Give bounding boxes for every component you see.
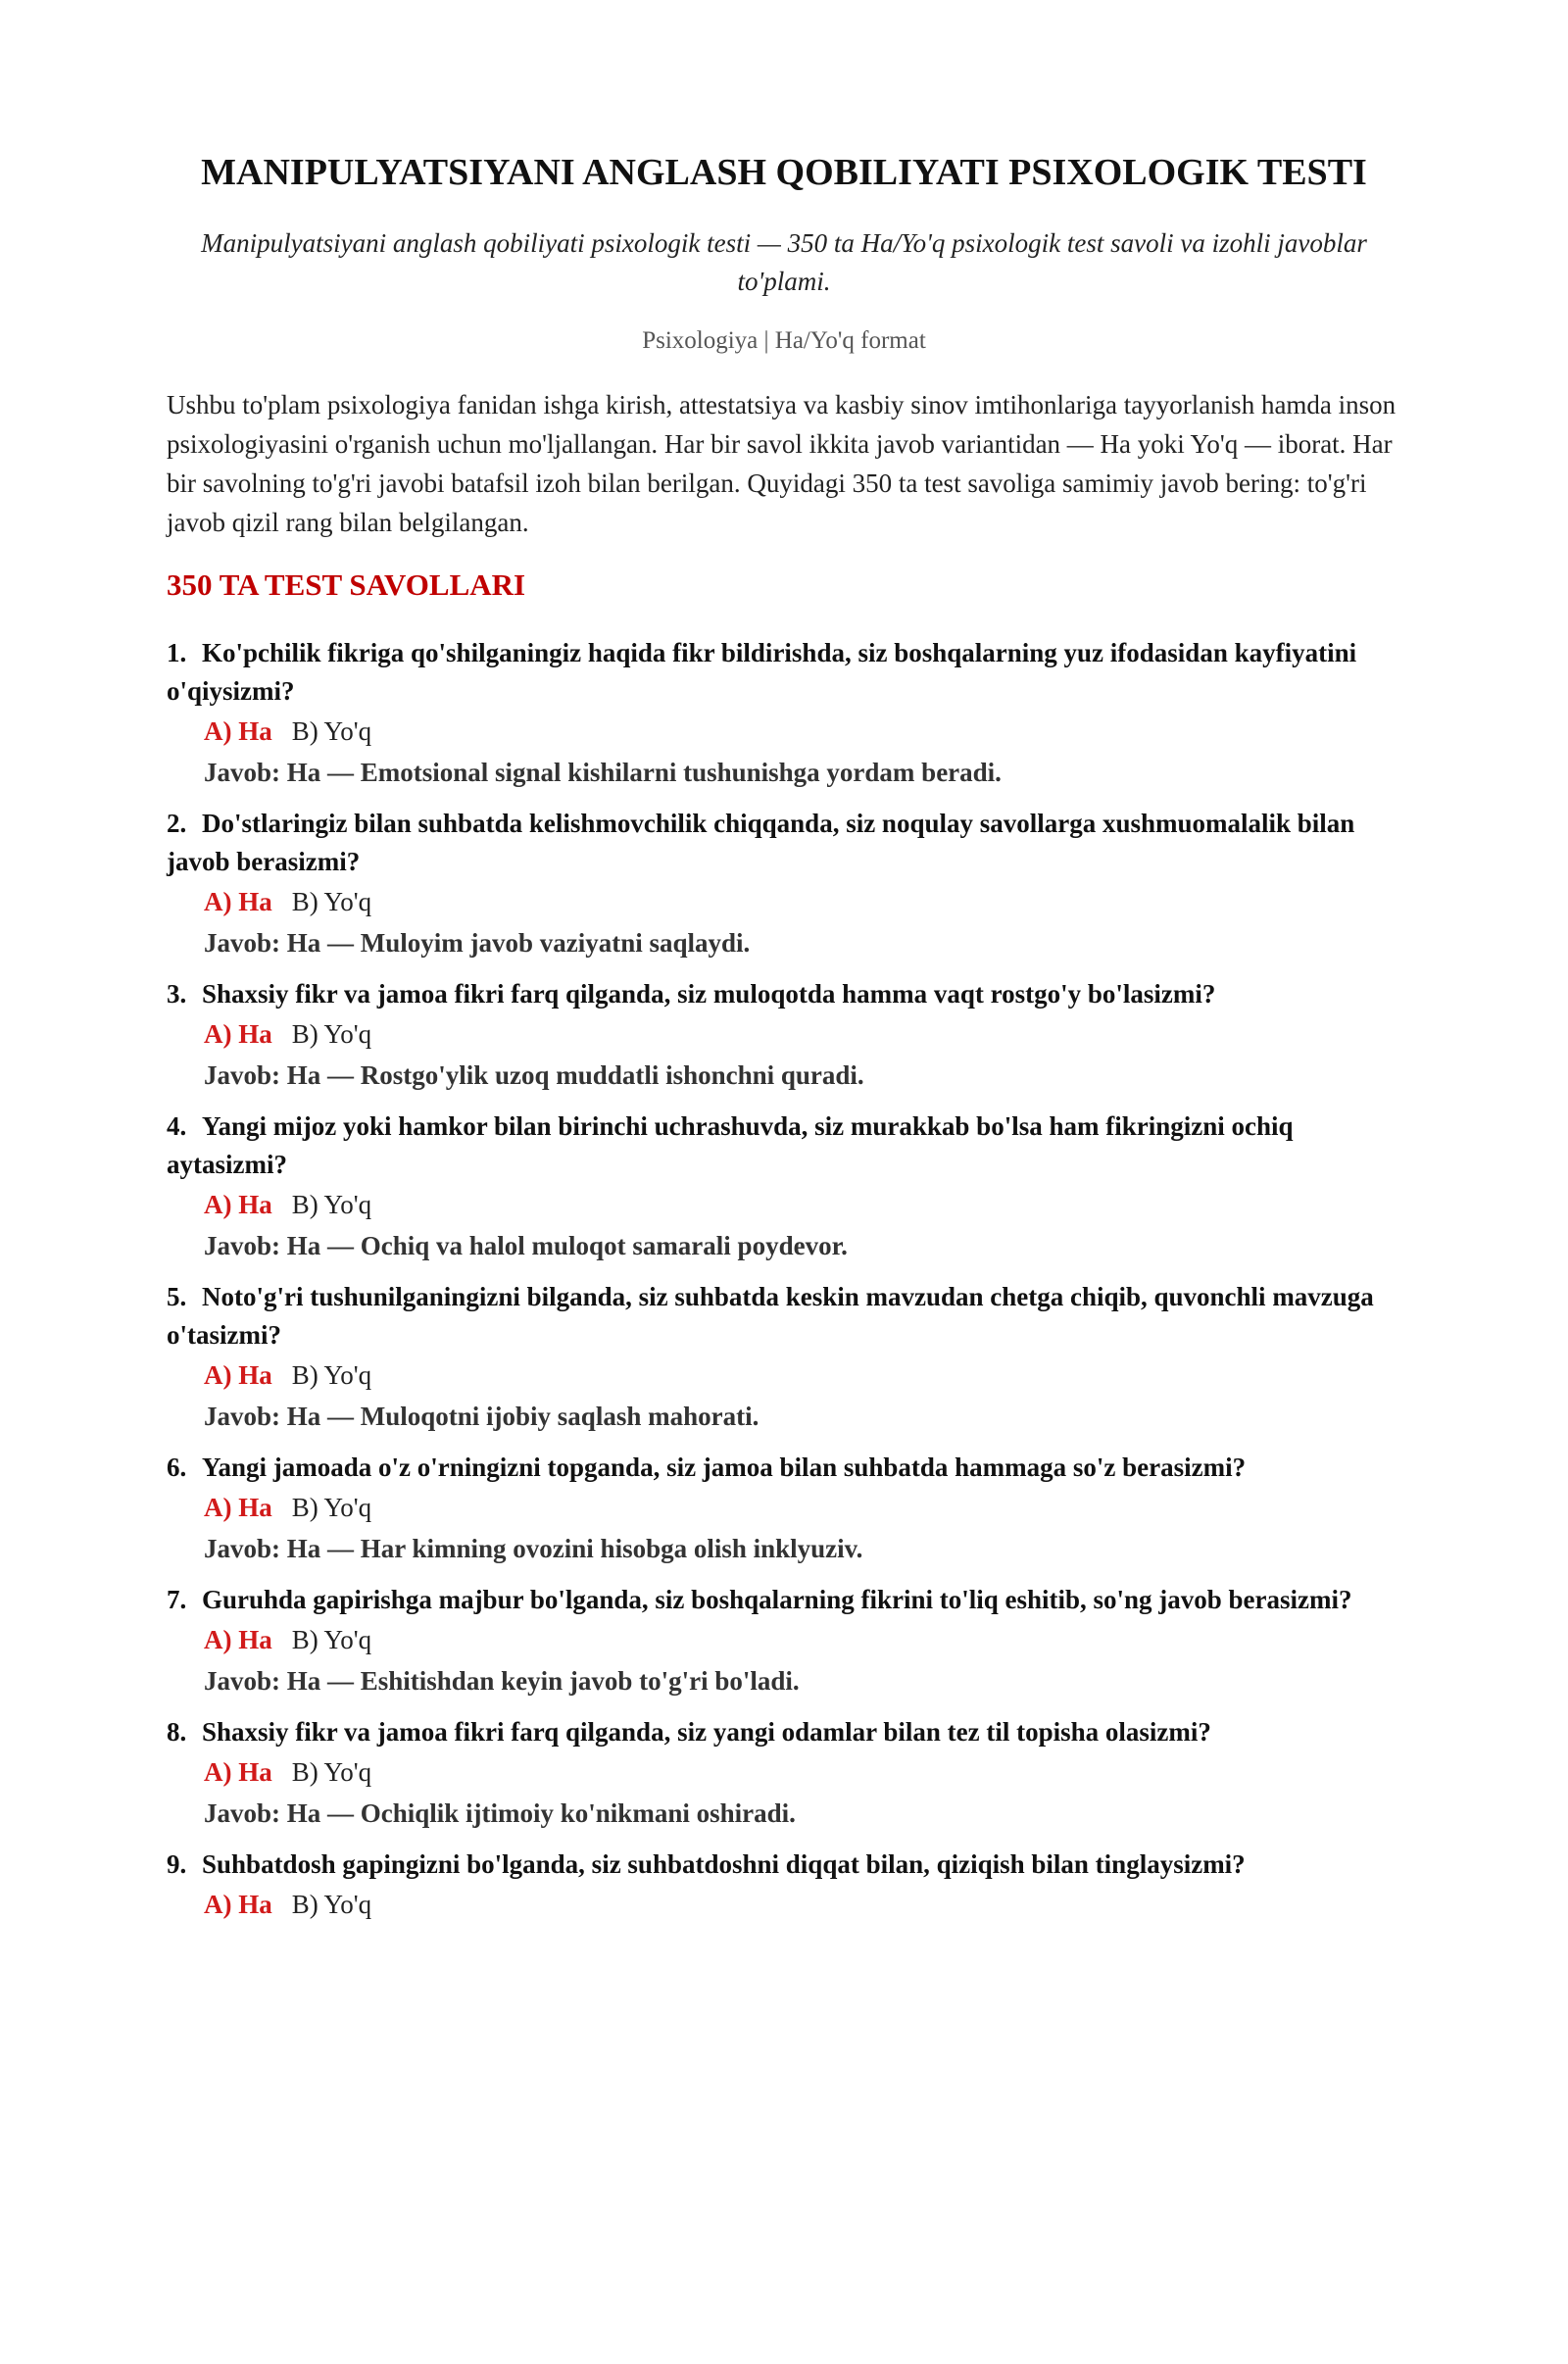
question-body: Shaxsiy fikr va jamoa fikri farq qilganda, siz muloqotda hamma vaqt rostgo'y bo'lasizmi? (202, 979, 1216, 1009)
question-number: 2. (167, 809, 187, 838)
option-a-correct: A) Ha (204, 1493, 272, 1522)
answer-explanation: Javob: Ha — Muloqotni ijobiy saqlash mahorati. (204, 1402, 760, 1431)
section-heading: 350 TA TEST SAVOLLARI (167, 567, 526, 602)
option-b: B) Yo'q (291, 887, 372, 916)
question-item (167, 634, 1401, 793)
question-number: 1. (167, 638, 187, 667)
document-meta: Psixologiya | Ha/Yo'q format (642, 327, 926, 354)
question-number: 8. (167, 1717, 187, 1747)
question-text (167, 805, 1401, 881)
answer-explanation: Javob: Ha — Har kimning ovozini hisobga olish inklyuziv. (204, 1534, 863, 1563)
question-body: Shaxsiy fikr va jamoa fikri farq qilganda, siz yangi odamlar bilan tez til topisha olasizmi? (202, 1717, 1211, 1747)
question-number: 9. (167, 1849, 187, 1879)
answer-options (167, 1751, 1401, 1793)
option-b: B) Yo'q (291, 1019, 372, 1049)
question-item (167, 1449, 1401, 1569)
option-a-correct: A) Ha (204, 716, 272, 746)
option-b: B) Yo'q (291, 1625, 372, 1654)
question-number: 5. (167, 1282, 187, 1311)
document-page (0, 147, 1568, 2364)
question-body: Yangi jamoada o'z o'rningizni topganda, siz jamoa bilan suhbatda hammaga so'z berasizmi? (202, 1453, 1247, 1482)
answer-explanation: Javob: Ha — Rostgo'ylik uzoq muddatli ishonchni quradi. (204, 1060, 864, 1090)
option-b: B) Yo'q (291, 1190, 372, 1219)
question-text (167, 1108, 1401, 1184)
answer-options (167, 1184, 1401, 1225)
question-body: Do'stlaringiz bilan suhbatda kelishmovchilik chiqqanda, siz noqulay savollarga xushmuomalalik bilan javob berasizmi? (167, 809, 1355, 876)
option-b: B) Yo'q (291, 1757, 372, 1787)
document-subtitle: Manipulyatsiyani anglash qobiliyati psixologik testi — 350 ta Ha/Yo'q psixologik test savoli va izohli javoblar to'plami. (201, 228, 1367, 296)
option-a-correct: A) Ha (204, 1190, 272, 1219)
question-item (167, 1846, 1401, 1925)
question-item (167, 1278, 1401, 1437)
question-text (167, 1846, 1401, 1884)
option-b: B) Yo'q (291, 1493, 372, 1522)
question-text (167, 1581, 1401, 1619)
option-a-correct: A) Ha (204, 1360, 272, 1390)
answer-options (167, 1619, 1401, 1660)
question-text (167, 1713, 1401, 1751)
answer-options (167, 1884, 1401, 1925)
question-text (167, 634, 1401, 711)
answer-explanation: Javob: Ha — Eshitishdan keyin javob to'g'ri bo'ladi. (204, 1666, 800, 1696)
question-item (167, 1108, 1401, 1266)
answer-options (167, 1013, 1401, 1055)
option-b: B) Yo'q (291, 1890, 372, 1919)
answer-options (167, 1354, 1401, 1396)
question-item (167, 805, 1401, 963)
answer-explanation: Javob: Ha — Ochiqlik ijtimoiy ko'nikmani oshiradi. (204, 1798, 796, 1828)
answer-options (167, 711, 1401, 752)
question-item (167, 1713, 1401, 1834)
option-a-correct: A) Ha (204, 887, 272, 916)
question-body: Yangi mijoz yoki hamkor bilan birinchi uchrashuvda, siz murakkab bo'lsa ham fikringizni ochiq aytasizmi? (167, 1111, 1294, 1179)
intro-paragraph: Ushbu to'plam psixologiya fanidan ishga kirish, attestatsiya va kasbiy sinov imtihonlariga tayyorlanish hamda inson psixologiyasini o'rganish uchun mo'ljallangan. Har bir savol ikkita javob variantidan — Ha yoki Yo'q — iborat. Har bir savolning to'g'ri javobi batafsil izoh bilan berilgan. Quyidagi 350 ta test savoliga samimiy javob bering: to'g'ri javob qizil rang bilan belgilangan. (167, 390, 1396, 537)
option-b: B) Yo'q (291, 716, 372, 746)
question-list (167, 634, 1401, 1925)
question-item (167, 975, 1401, 1096)
answer-explanation: Javob: Ha — Muloyim javob vaziyatni saqlaydi. (204, 928, 751, 958)
answer-explanation: Javob: Ha — Ochiq va halol muloqot samarali poydevor. (204, 1231, 848, 1260)
question-number: 6. (167, 1453, 187, 1482)
question-item (167, 1581, 1401, 1701)
answer-options (167, 1487, 1401, 1528)
option-a-correct: A) Ha (204, 1019, 272, 1049)
option-b: B) Yo'q (291, 1360, 372, 1390)
question-number: 3. (167, 979, 187, 1009)
question-number: 7. (167, 1585, 187, 1614)
option-a-correct: A) Ha (204, 1757, 272, 1787)
answer-explanation: Javob: Ha — Emotsional signal kishilarni tushunishga yordam beradi. (204, 758, 1002, 787)
document-title: MANIPULYATSIYANI ANGLASH QOBILIYATI PSIXOLOGIK TESTI (201, 152, 1367, 193)
question-body: Guruhda gapirishga majbur bo'lganda, siz boshqalarning fikrini to'liq eshitib, so'ng javob berasizmi? (202, 1585, 1352, 1614)
question-text (167, 975, 1401, 1013)
option-a-correct: A) Ha (204, 1890, 272, 1919)
question-body: Suhbatdosh gapingizni bo'lganda, siz suhbatdoshni diqqat bilan, qiziqish bilan tinglaysizmi? (202, 1849, 1246, 1879)
question-number: 4. (167, 1111, 187, 1141)
question-body: Noto'g'ri tushunilganingizni bilganda, siz suhbatda keskin mavzudan chetga chiqib, quvonchli mavzuga o'tasizmi? (167, 1282, 1374, 1350)
question-body: Ko'pchilik fikriga qo'shilganingiz haqida fikr bildirishda, siz boshqalarning yuz ifodasidan kayfiyatini o'qiysizmi? (167, 638, 1357, 706)
question-text (167, 1449, 1401, 1487)
answer-options (167, 881, 1401, 922)
option-a-correct: A) Ha (204, 1625, 272, 1654)
question-text (167, 1278, 1401, 1354)
